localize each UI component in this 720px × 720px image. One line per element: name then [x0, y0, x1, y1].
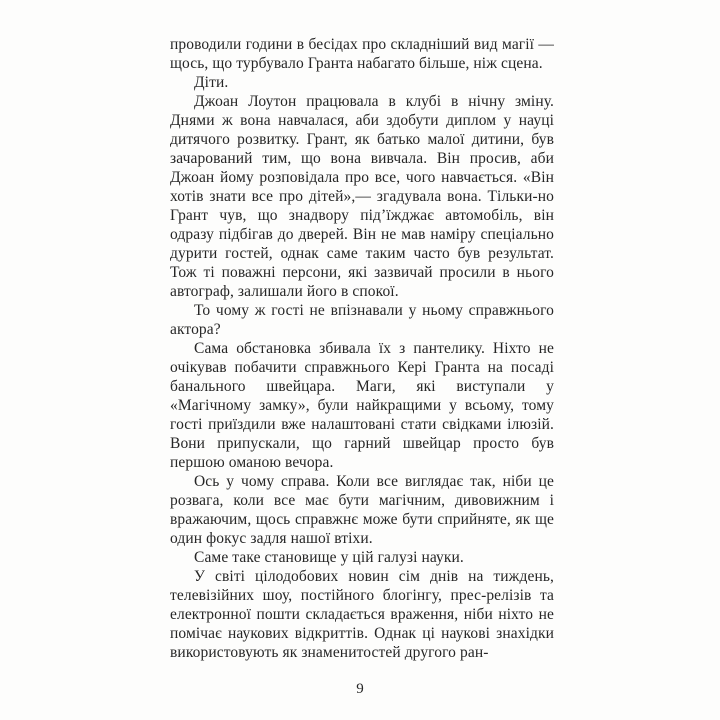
paragraph: Ось у чому справа. Коли все виглядає так, ніби це розвага, коли все має бути магічним, дивовижним і вражаючим, щось справжнє може бути сприйняте, як ще один фокус задля нашої втіхи. — [170, 473, 554, 547]
paragraph: Джоан Лоутон працювала в клубі в нічну зміну. Днями ж вона навчалася, аби здобути диплом у науці дитячого розвитку. Грант, як батько малої дитини, був зачарований тим, що вона вивчала. Він просив, аби Джоан йому розповідала про все, чого навчається. «Він хотів знати все про дітей»,— згадувала вона. Тільки-но Грант чув, що знадвору під’їжджає автомобіль, він одразу підбігав до дверей. Він не мав наміру спеціально дурити гостей, однак саме таким часто був результат. Тож ті поважні персони, які зазвичай просили в нього автограф, залишали його в спокої. — [170, 93, 554, 300]
paragraph: проводили години в бесідах про складніший вид магії — щось, що турбувало Гранта набагато більше, ніж сцена. — [170, 36, 554, 72]
paragraph: Діти. — [194, 74, 229, 91]
paragraph: То чому ж гості не впізнавали у ньому справжнього актора? — [170, 302, 554, 338]
text-block — [170, 35, 554, 662]
paragraph: Саме таке становище у цій галузі науки. — [194, 549, 464, 566]
paragraph: У світі цілодобових новин сім днів на тиждень, телевізійних шоу, постійного блогінгу, прес-релізів та електронної пошти складається враження, ніби ніхто не помічає наукових відкриттів. Однак ці наукові знахідки використовують як знаменитостей другого ран- — [170, 568, 554, 661]
paragraph: Сама обстановка збивала їх з пантелику. Ніхто не очікував побачити справжнього Кері Гранта на посаді банального швейцара. Маги, які виступали у «Магічному замку», були найкращими у всьому, тому гості приїздили вже налаштовані стати свідками ілюзій. Вони припускали, що гарний швейцар просто був першою оманою вечора. — [170, 340, 554, 471]
page-number: 9 — [356, 681, 364, 697]
